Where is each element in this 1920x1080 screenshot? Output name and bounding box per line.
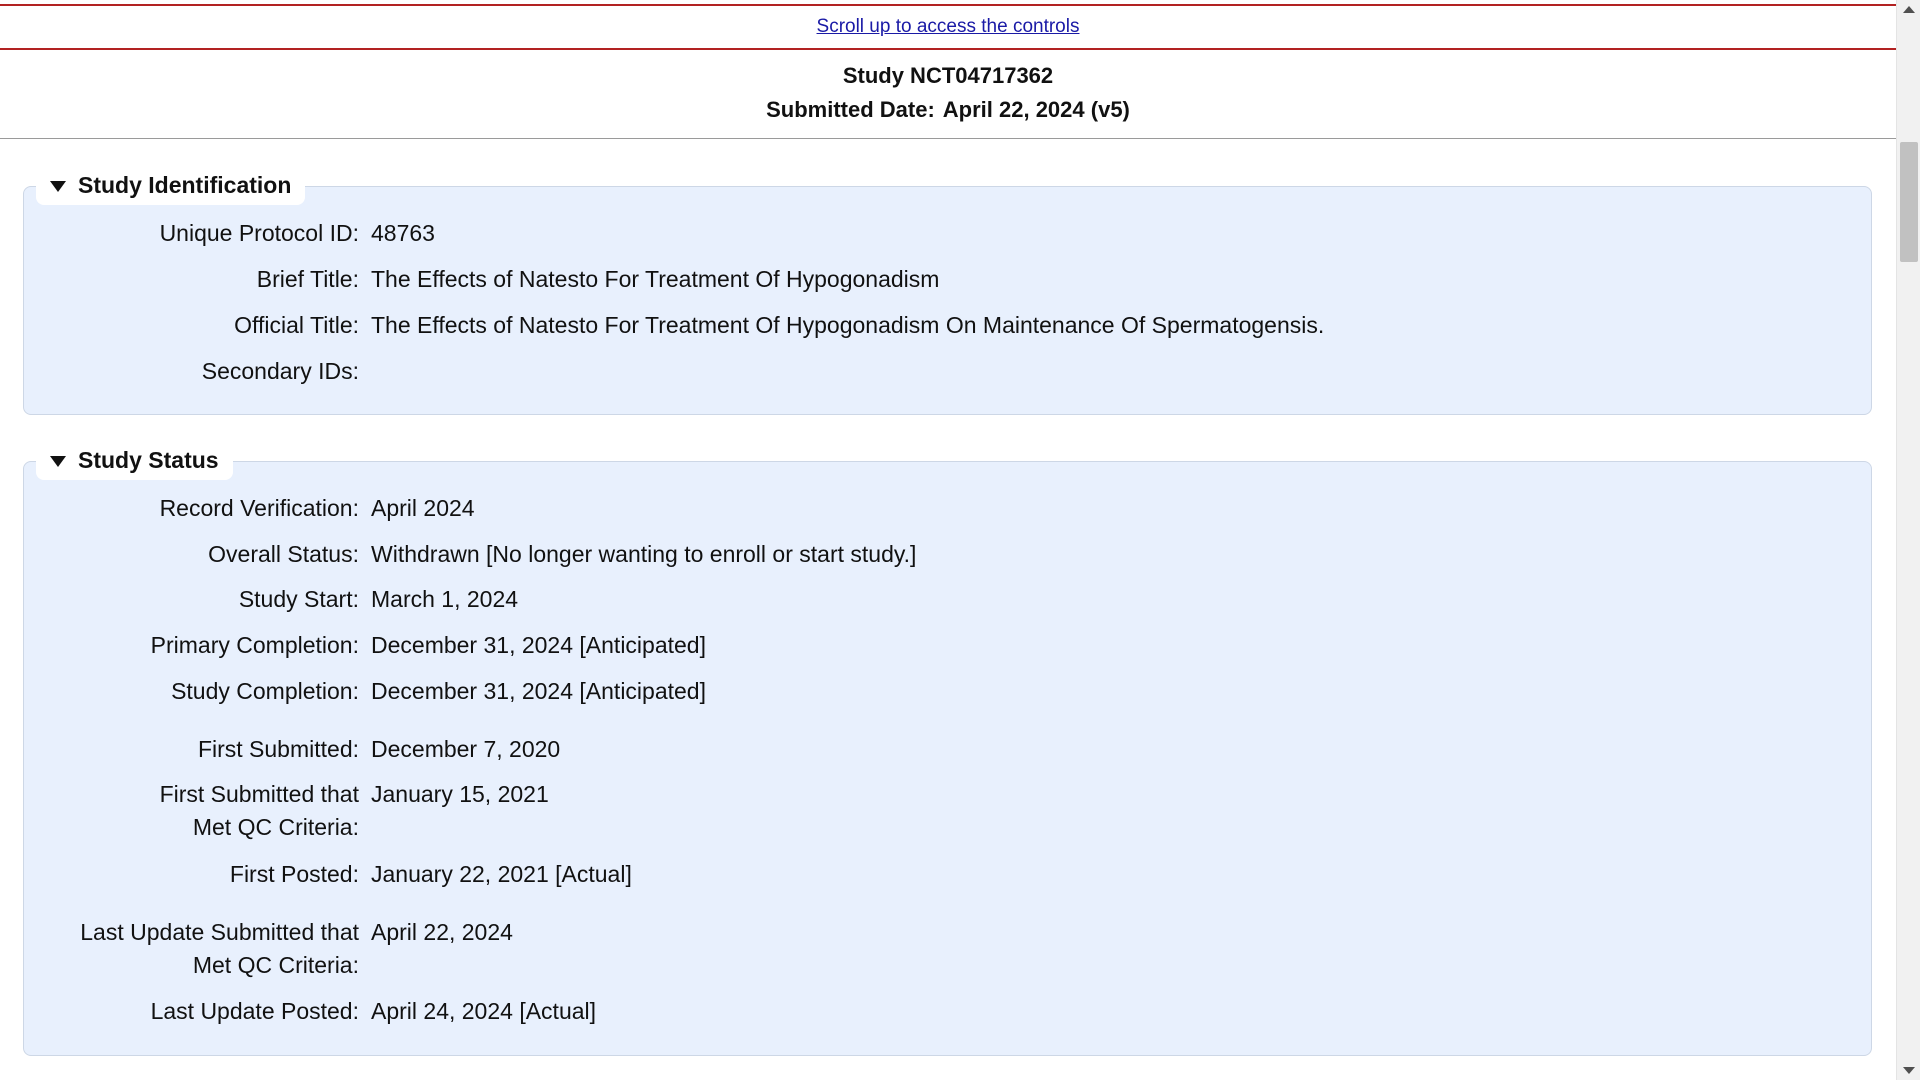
field-label (24, 778, 359, 844)
field-value: Withdrawn [No longer wanting to enroll or start study.] (371, 541, 917, 567)
collapse-triangle-icon (50, 456, 66, 467)
field-value: April 24, 2024 [Actual] (371, 998, 597, 1024)
field-value: January 15, 2021 (371, 781, 549, 807)
field-label: Study Start: (238, 586, 359, 612)
study-status-section (23, 446, 1872, 1056)
field-label: Overall Status: (208, 541, 359, 567)
field-label: Secondary IDs: (201, 358, 359, 384)
field-label: Brief Title: (256, 266, 359, 292)
field-value: December 31, 2024 [Anticipated] (371, 632, 706, 658)
scroll-up-link[interactable]: Scroll up to access the controls (816, 16, 1080, 37)
field-value: The Effects of Natesto For Treatment Of Hypogonadism On Maintenance Of Spermatogensis. (371, 312, 1325, 338)
scrollbar-thumb[interactable] (1900, 142, 1918, 262)
field-label: Unique Protocol ID: (159, 220, 359, 246)
scroll-up-arrow-icon[interactable] (1903, 6, 1915, 13)
field-label-line: First Submitted that (159, 781, 359, 807)
field-label (24, 916, 359, 982)
submitted-date-value: April 22, 2024 (v5) (942, 97, 1130, 122)
field-value: March 1, 2024 (371, 586, 519, 612)
field-value: The Effects of Natesto For Treatment Of Hypogonadism (371, 266, 940, 292)
field-value: April 22, 2024 (371, 919, 513, 945)
study-identification-toggle[interactable] (36, 165, 305, 205)
field-label: Primary Completion: (150, 632, 359, 658)
field-value: April 2024 (371, 495, 475, 521)
study-identification-section (23, 171, 1872, 415)
field-value: 48763 (371, 220, 435, 246)
field-value: December 7, 2020 (371, 736, 561, 762)
field-label-line: Met QC Criteria: (192, 952, 359, 978)
submitted-date (0, 97, 1896, 123)
section-title: Study Status (78, 446, 219, 473)
field-value: January 22, 2021 [Actual] (371, 861, 632, 887)
field-label: Study Completion: (171, 678, 359, 704)
study-id-title: Study NCT04717362 (842, 63, 1054, 88)
field-label: Official Title: (234, 312, 359, 338)
field-label-line: Met QC Criteria: (192, 814, 359, 840)
field-label: First Posted: (229, 861, 359, 887)
field-label: Last Update Posted: (150, 998, 359, 1024)
field-label: Record Verification: (159, 495, 359, 521)
scroll-notice-bar (0, 4, 1896, 50)
study-header (0, 52, 1896, 139)
field-label-line: Last Update Submitted that (80, 919, 359, 945)
collapse-triangle-icon (50, 181, 66, 192)
section-title: Study Identification (78, 171, 292, 198)
scroll-down-arrow-icon[interactable] (1903, 1067, 1915, 1074)
vertical-scrollbar[interactable] (1896, 0, 1920, 1080)
study-status-toggle[interactable] (36, 440, 233, 480)
field-label: First Submitted: (197, 736, 359, 762)
field-value: December 31, 2024 [Anticipated] (371, 678, 706, 704)
submitted-date-label: Submitted Date: (766, 97, 935, 122)
